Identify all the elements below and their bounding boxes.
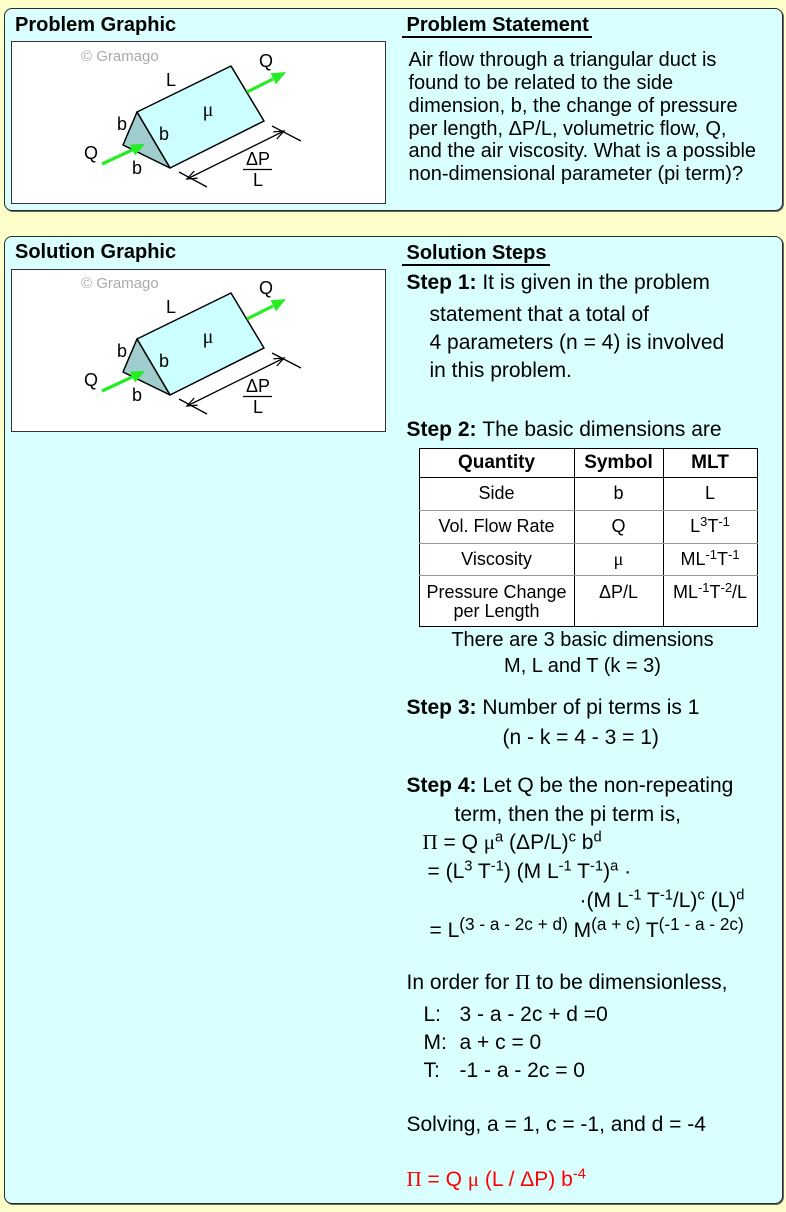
step-3 [407, 697, 700, 718]
watermark-text: © Gramago [80, 47, 159, 65]
table-row [419, 575, 757, 626]
cell-mlt [663, 543, 757, 575]
equation-text: T [472, 859, 491, 883]
table-header-mlt: MLT [663, 448, 757, 477]
cell-symbol: μ [574, 543, 663, 575]
side-label-middle: b [158, 351, 169, 371]
exponent: c [568, 829, 576, 846]
step-text: Let Q be the non-repeating [482, 773, 734, 797]
flow-out-arrow-icon [247, 299, 286, 319]
constraint-label-t: T: [423, 1058, 440, 1082]
cell-symbol: b [574, 477, 663, 510]
pi-symbol: Π [515, 969, 531, 994]
cell-quantity: Viscosity [419, 543, 574, 575]
equation-text: = Q [437, 830, 484, 854]
exponent: 3 [464, 858, 473, 875]
cell-quantity [419, 575, 574, 626]
side-label-middle: b [158, 123, 169, 144]
exponent: (-1 - a - 2c) [658, 913, 744, 934]
solution-steps-title: Solution Steps [402, 243, 550, 266]
equation-text: T [641, 888, 660, 912]
mlt-exponent: -1 [728, 546, 740, 562]
solving-result: Solving, a = 1, c = -1, and d = -4 [406, 1112, 706, 1136]
mlt-base: T [707, 516, 719, 536]
constraint-label-m: M: [423, 1030, 447, 1054]
step-1-line: in this problem. [429, 358, 572, 382]
cell-quantity: Side [419, 477, 574, 510]
mlt-exponent: -1 [718, 514, 730, 530]
pi-symbol: Π [422, 829, 438, 854]
solution-panel [4, 236, 783, 1204]
statement-line: per length, ΔP/L, volumetric flow, Q, [408, 117, 727, 140]
step-1-line: statement that a total of [429, 302, 649, 326]
mlt-exponent: -2 [720, 579, 733, 595]
problem-statement [409, 49, 757, 186]
answer-text: = Q [421, 1167, 468, 1191]
cell-mlt [663, 575, 757, 626]
equation-text: ) [603, 859, 611, 883]
pressure-denominator-label: L [252, 169, 263, 190]
exponent: c [697, 887, 705, 904]
mlt-base: ML [680, 548, 706, 569]
equation-text: ) (M L [503, 859, 559, 883]
statement-line: non-dimensional parameter (pi term)? [408, 163, 744, 186]
mlt-base: T [709, 581, 721, 602]
exponent: (3 - a - 2c + d) [459, 913, 568, 934]
step-1 [407, 272, 710, 293]
equation-text: /L) [672, 888, 698, 912]
dimensions-note-line: There are 3 basic dimensions [451, 628, 714, 651]
solution-graphic [11, 269, 386, 432]
side-label-left: b [116, 341, 127, 361]
exponent: -1 [590, 858, 604, 875]
exponent: -1 [558, 858, 572, 875]
duct-diagram [11, 41, 386, 204]
equation-text: (ΔP/L) [503, 830, 569, 854]
constraint-equation-l: 3 - a - 2c + d =0 [459, 1002, 608, 1026]
equation-text: (L) [704, 888, 737, 912]
equation-text: = (L [427, 859, 465, 883]
problem-graphic-title: Problem Graphic [15, 14, 177, 36]
step-label: Step 4: [406, 773, 477, 797]
table-header-row [419, 448, 757, 477]
constraint-equation-m: a + c = 0 [459, 1030, 542, 1054]
pressure-numerator-label: ΔP [245, 376, 270, 396]
quantity-line: Pressure Change [426, 581, 567, 602]
table-row [419, 477, 757, 510]
step-label: Step 1: [406, 270, 477, 294]
flow-out-arrow-icon [247, 72, 286, 92]
viscosity-label: μ [202, 98, 213, 121]
statement-line: found to be related to the side [408, 71, 674, 94]
length-label: L [165, 297, 176, 317]
flow-in-label: Q [83, 370, 98, 390]
statement-line: dimension, b, the change of pressure [408, 94, 738, 117]
constraint-equation-t: -1 - a - 2c = 0 [459, 1058, 585, 1082]
table-row [419, 510, 757, 543]
pi-term-definition [422, 829, 602, 854]
equation-text: M [567, 918, 592, 942]
cell-quantity: Vol. Flow Rate [419, 510, 574, 543]
equation-text: T [640, 918, 659, 942]
table-header-symbol: Symbol [574, 448, 663, 477]
pi-symbol: Π [406, 1166, 422, 1191]
step-4 [407, 775, 734, 796]
mlt-exponent: 3 [700, 514, 708, 530]
condition-text: to be dimensionless, [530, 970, 728, 994]
step-4-continuation: term, then the pi term is, [454, 802, 681, 826]
statement-line: Air flow through a triangular duct is [408, 49, 717, 72]
table-row [419, 543, 757, 575]
exponent: a [495, 829, 504, 846]
exponent: a [610, 858, 619, 875]
mlt-base: T [717, 548, 728, 569]
exponent: d [736, 887, 745, 904]
final-answer [406, 1166, 586, 1191]
flow-in-label: Q [83, 142, 98, 163]
side-label-left: b [116, 113, 127, 134]
equation-text: b [575, 830, 594, 854]
problem-panel [4, 8, 783, 211]
dimension-substitution [427, 858, 632, 883]
step-text: Number of pi terms is 1 [482, 695, 700, 719]
equation-text: = L [429, 918, 460, 942]
flow-out-label: Q [258, 278, 273, 298]
exponent: -1 [490, 858, 504, 875]
equation-text: ·(M L [579, 888, 629, 912]
combined-exponents [429, 913, 744, 942]
cell-mlt: L [663, 477, 757, 510]
side-label-bottom: b [131, 385, 142, 405]
viscosity-label: μ [202, 326, 213, 348]
dimensions-table [419, 448, 758, 627]
condition-text: In order for [406, 970, 516, 994]
answer-text: (L / ΔP) b [479, 1167, 573, 1191]
cell-symbol: Q [574, 510, 663, 543]
mlt-base: /L [732, 581, 748, 602]
step-text: It is given in the problem [482, 270, 710, 294]
mlt-base: ML [672, 581, 698, 602]
side-label-bottom: b [131, 157, 142, 178]
step-3-detail: (n - k = 4 - 3 = 1) [502, 725, 659, 749]
dimensions-note-line: M, L and T (k = 3) [504, 654, 661, 677]
duct-diagram [11, 269, 386, 432]
mlt-exponent: -1 [697, 579, 710, 595]
step-label: Step 2: [406, 417, 477, 441]
exponent: d [593, 829, 602, 846]
cell-mlt [663, 510, 757, 543]
pressure-numerator-label: ΔP [245, 148, 270, 169]
exponent: -1 [659, 887, 673, 904]
equation-text: T [571, 859, 590, 883]
table-header-quantity: Quantity [419, 448, 574, 477]
watermark-text: © Gramago [80, 275, 159, 292]
solution-graphic-title: Solution Graphic [15, 240, 177, 263]
exponent: -4 [572, 1166, 586, 1183]
cell-symbol: ΔP/L [574, 575, 663, 626]
dimension-substitution-continued [579, 887, 745, 912]
mu-symbol: μ [483, 829, 496, 854]
mlt-base: L [690, 516, 701, 536]
step-text: The basic dimensions are [482, 417, 722, 441]
exponent: -1 [628, 887, 642, 904]
dimensionless-condition [406, 969, 728, 994]
pressure-denominator-label: L [252, 397, 263, 417]
constraint-label-l: L: [423, 1002, 442, 1026]
mlt-exponent: -1 [705, 546, 717, 562]
flow-out-label: Q [258, 50, 273, 71]
length-label: L [165, 69, 176, 90]
quantity-line: per Length [453, 600, 540, 621]
equation-text: · [618, 859, 632, 883]
step-label: Step 3: [406, 695, 477, 719]
problem-statement-title: Problem Statement [402, 15, 592, 38]
step-2 [407, 419, 722, 440]
step-1-line: 4 parameters (n = 4) is involved [429, 330, 725, 354]
exponent: (a + c) [591, 913, 641, 934]
mu-symbol: μ [467, 1166, 480, 1191]
statement-line: and the air viscosity. What is a possible [408, 140, 757, 163]
problem-graphic [11, 41, 386, 204]
